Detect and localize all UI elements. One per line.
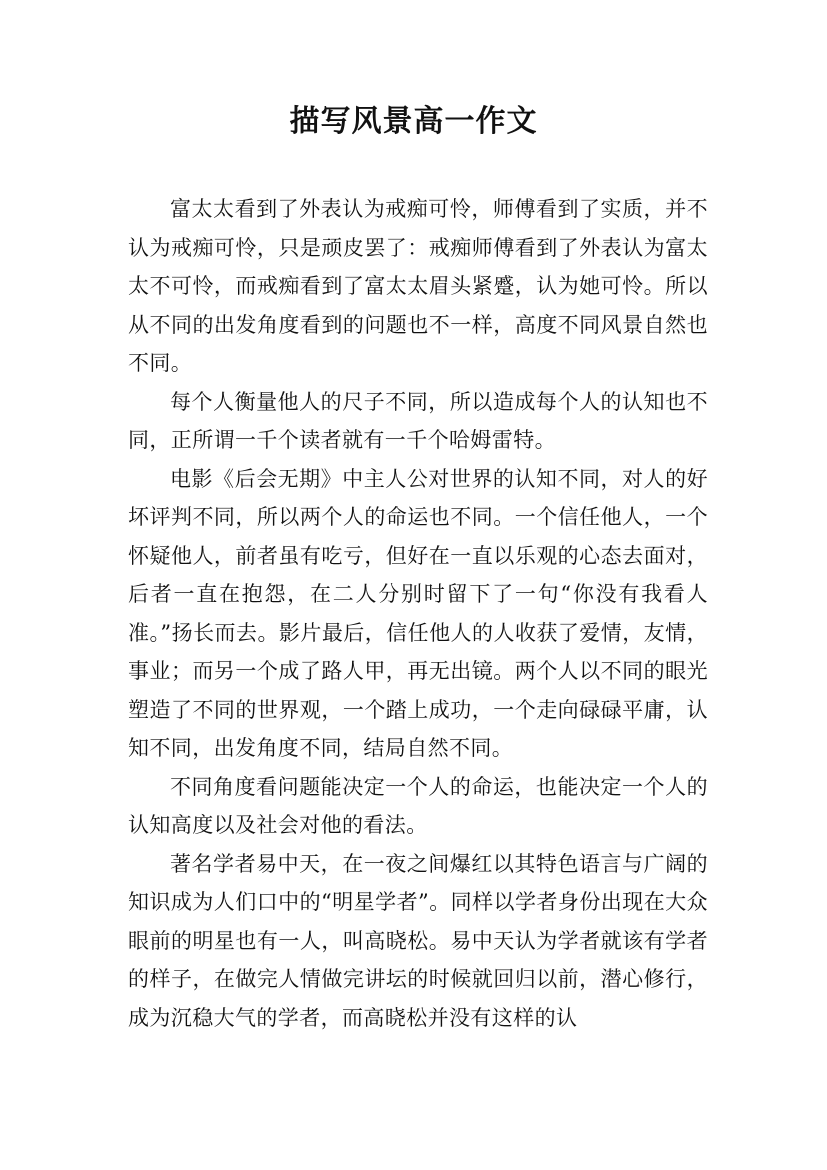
paragraph: 著名学者易中天，在一夜之间爆红以其特色语言与广阔的知识成为人们口中的“明星学者”。同样以学者身份出现在大众眼前的明星也有一人，叫高晓松。易中天认为学者就该有学者的样子，在做完人情做完讲坛的时候就回归以前，潜心修行，成为沉稳大气的学者，而高晓松并没有这样的认	[128, 851, 708, 1030]
document-title: 描写风景高一作文	[289, 104, 538, 139]
paragraph: 富太太看到了外表认为戒痴可怜，师傅看到了实质，并不认为戒痴可怜，只是顽皮罢了：戒痴师傅看到了外表认为富太太不可怜，而戒痴看到了富太太眉头紧蹙，认为她可怜。所以从不同的出发角度看到的问题也不一样，高度不同风景自然也不同。	[128, 197, 708, 375]
paragraph: 不同角度看问题能决定一个人的命运，也能决定一个人的认知高度以及社会对他的看法。	[128, 774, 708, 837]
document-body	[128, 190, 708, 1037]
paragraph: 每个人衡量他人的尺子不同，所以造成每个人的认知也不同，正所谓一千个读者就有一千个哈姆雷特。	[128, 389, 708, 452]
paragraph: 电影《后会无期》中主人公对世界的认知不同，对人的好坏评判不同，所以两个人的命运也不同。一个信任他人，一个怀疑他人，前者虽有吃亏，但好在一直以乐观的心态去面对，后者一直在抱怨，在二人分别时留下了一句“你没有我看人准。”扬长而去。影片最后，信任他人的人收获了爱情，友情，事业；而另一个成了路人甲，再无出镜。两个人以不同的眼光塑造了不同的世界观，一个踏上成功，一个走向碌碌平庸，认知不同，出发角度不同，结局自然不同。	[128, 466, 708, 760]
